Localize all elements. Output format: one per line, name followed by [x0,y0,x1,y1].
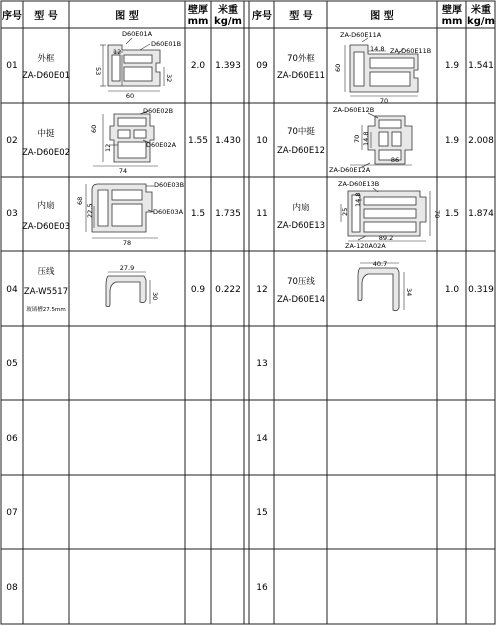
row-seq: 01 [6,61,18,71]
row-name: 70压线 [287,277,315,287]
row-weight: 0.222 [215,285,241,295]
row-weight: 2.008 [468,136,494,146]
profile-drawing-11 [338,180,441,250]
row-code: ZA-D60E03 [21,222,71,232]
row-seq: 14 [256,434,268,444]
profile-drawing-10 [329,106,412,174]
header-wall-unit: mm [187,16,209,27]
row-wall: 1.9 [444,136,460,146]
part-label: D60E01A [122,30,153,38]
profile-drawing-03 [76,181,184,247]
dimension-label: 34 [405,288,413,297]
row-seq: 13 [256,359,268,369]
row-weight: 1.430 [215,136,241,146]
header-wall: 壁厚 [188,5,208,16]
dimension-label: 14.8 [362,131,370,146]
row-wall: 1.55 [187,136,209,146]
profile-drawing-12 [358,260,413,311]
row-weight: 1.735 [215,209,241,219]
row-code: ZA-D60E12 [276,146,326,156]
profile-drawing-02 [90,107,177,175]
header-weight-unit: kg/m [467,16,495,27]
row-seq: 16 [256,583,268,593]
row-seq: 08 [6,583,18,593]
header-weight: 米重 [218,5,238,16]
part-label: D60E02A [146,141,177,149]
profile-drawing-09 [334,31,431,105]
part-label: ZA-120A02A [345,242,386,250]
row-seq: 07 [6,508,18,518]
row-name: 中挺 [37,129,55,139]
dimension-label: 32 [165,74,173,83]
dimension-label: 70 [379,97,389,105]
row-name: 内扇 [292,203,310,213]
table-row [6,266,241,313]
dimension-label: 86 [390,156,400,164]
row-weight: 1.393 [215,61,241,71]
dimension-label: 60 [125,92,135,100]
row-seq: 03 [6,209,18,219]
row-name: 内扇 [37,201,55,211]
header-weight-unit: kg/m [214,16,242,27]
row-weight: 1.874 [468,209,494,219]
dimension-label: 53 [94,67,102,76]
part-label: D60E03A [153,208,184,216]
row-wall: 2.0 [190,61,206,71]
row-seq: 02 [6,136,18,146]
row-code: ZA-W5517 [23,287,69,297]
row-wall: 1.9 [444,61,460,71]
dimension-label: 60 [90,124,98,133]
dimension-label: 14.8 [354,192,362,207]
header-wall: 壁厚 [442,5,462,16]
row-code: ZA-D60E01 [21,71,71,81]
dimension-label: 27.9 [119,264,135,272]
table-row [256,276,494,305]
dimension-label: 14.8 [370,45,385,53]
row-seq: 04 [6,285,18,295]
dimension-label: 25 [341,207,349,216]
dimension-label: 12 [113,48,122,56]
row-seq: 11 [256,209,268,219]
header-model: 型 号 [34,11,58,22]
row-name: 70中挺 [287,127,315,137]
header-left [2,3,242,27]
dimension-label: 60 [334,63,342,72]
header-wall-unit: mm [441,16,463,27]
header-figure: 图 型 [115,11,139,22]
dimension-label: 70 [353,134,361,143]
dimension-label: 40.7 [372,260,388,268]
dimension-label: 68 [76,196,84,205]
row-seq: 15 [256,508,268,518]
dimension-label: 22.5 [86,203,94,218]
part-label: ZA-D60E11B [390,47,432,55]
header-seq: 序号 [2,11,22,22]
dimension-label: 74 [118,167,128,175]
dimension-label: 70 [433,210,441,219]
row-seq: 12 [256,285,268,295]
row-code: ZA-D60E14 [276,295,326,305]
header-figure: 图 型 [370,11,394,22]
row-name: 外框 [37,54,55,64]
row-code: ZA-D60E02 [21,148,71,158]
header-seq: 序号 [252,11,272,22]
header-right [252,3,495,27]
table-grid [1,1,495,624]
row-name: 70外框 [287,54,315,64]
profile-drawing-01 [94,30,181,100]
row-code: ZA-D60E11 [276,71,326,81]
dimension-label: 78 [122,239,132,247]
row-code: ZA-D60E13 [276,221,326,231]
row-seq: 06 [6,434,18,444]
dimension-label: 89.2 [378,234,394,242]
row-wall: 0.9 [190,285,206,295]
row-note: 玻璃槽27.5mm [26,307,66,313]
part-label: D60E03B [154,181,185,189]
row-wall: 1.0 [444,285,460,295]
dimension-label: 12 [104,143,112,152]
row-weight: 1.541 [468,61,494,71]
header-weight: 米重 [471,5,491,16]
part-label: D60E01B [151,40,182,48]
dimension-label: 30 [151,292,159,301]
row-seq: 09 [256,61,268,71]
part-label: ZA-D60E11A [340,31,382,39]
row-weight: 0.319 [468,285,494,295]
header-model: 型 号 [289,11,313,22]
profile-drawing-04 [106,264,159,307]
row-seq: 05 [6,359,18,369]
row-seq: 10 [256,136,268,146]
part-label: ZA-D60E13B [338,180,380,188]
part-label: ZA-D60E12A [329,166,371,174]
row-wall: 1.5 [444,209,460,219]
row-name: 压线 [37,267,55,277]
part-label: D60E02B [143,107,174,115]
row-wall: 1.5 [190,209,206,219]
part-label: ZA-D60E12B [333,106,375,114]
